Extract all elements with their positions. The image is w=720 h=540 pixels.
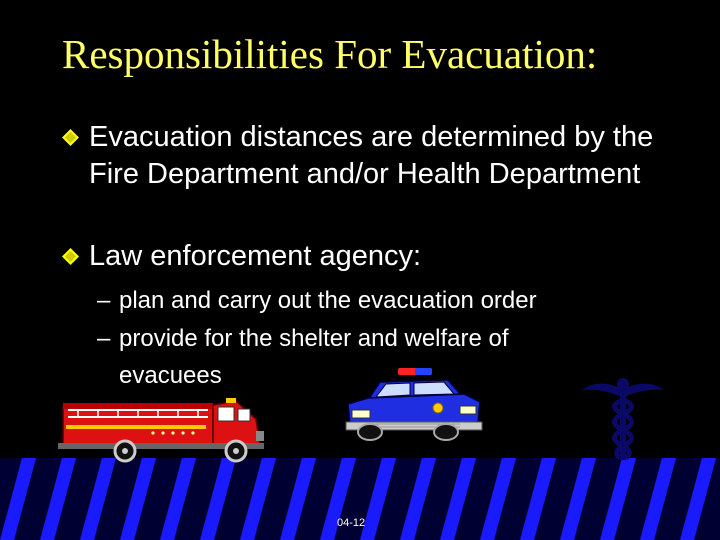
sub-bullet-dash: – <box>97 325 111 352</box>
bullet-item <box>62 119 682 193</box>
caduceus-icon <box>578 372 668 462</box>
police-car-icon <box>340 366 485 444</box>
sub-bullet-item <box>97 282 657 319</box>
sub-bullet-text: provide for the shelter and welfare of evacuees <box>119 325 509 389</box>
fire-truck-icon <box>58 395 268 465</box>
sub-bullet-dash: – <box>97 287 111 314</box>
bullet-text: Evacuation distances are determined by the Fire Department and/or Health Department <box>89 121 654 190</box>
yellow-diamond-bullet-icon <box>62 248 79 265</box>
yellow-diamond-bullet-icon <box>62 129 79 146</box>
slide-title: Responsibilities For Evacuation: <box>62 31 598 77</box>
bullet-item <box>62 238 682 275</box>
slide-number: 04-12 <box>337 517 366 529</box>
sub-bullet-text: plan and carry out the evacuation order <box>119 287 537 314</box>
bullet-text: Law enforcement agency: <box>89 240 422 272</box>
